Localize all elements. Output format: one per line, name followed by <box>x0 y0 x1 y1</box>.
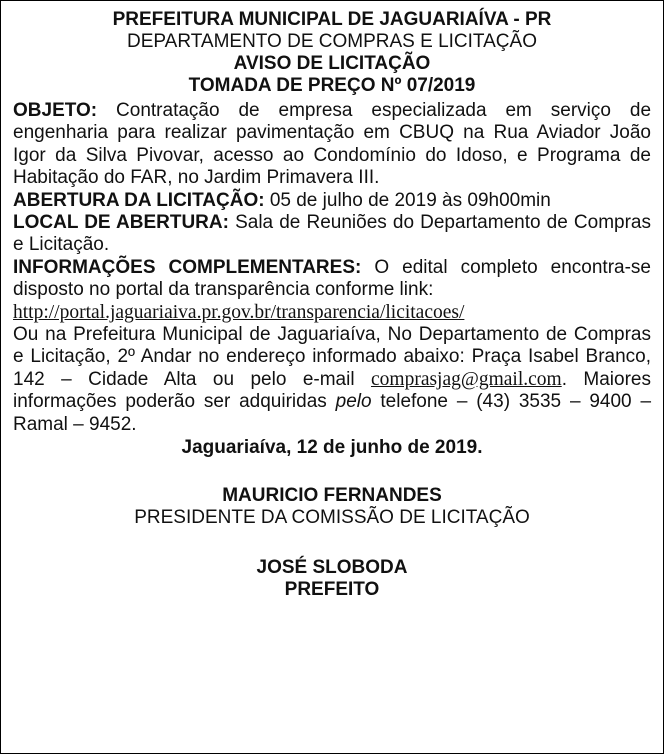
signer1-title: PRESIDENTE DA COMISSÃO DE LICITAÇÃO <box>134 507 530 529</box>
abertura-label: ABERTURA DA LICITAÇÃO: <box>13 189 265 211</box>
spacer <box>1 459 663 485</box>
signer2-name: JOSÉ SLOBODA <box>256 557 408 579</box>
notice-title: AVISO DE LICITAÇÃO <box>233 53 431 74</box>
local-label: LOCAL DE ABERTURA: <box>13 212 229 234</box>
objeto-paragraph <box>13 100 651 190</box>
info-paragraph <box>13 257 651 302</box>
transparency-link[interactable]: http://portal.jaguariaiva.pr.gov.br/transparencia/licitacoes/ <box>13 301 465 323</box>
objeto-text: Contratação de empresa especializada em serviço de engenharia para realizar pavimentação em CBUQ na Rua Aviador João Igor da Silva Pivovar, acesso ao Condomínio do Idoso, e Programa de Habitação do FAR, no Jardim Primavera III. <box>13 100 652 189</box>
contact-paragraph <box>13 324 651 436</box>
abertura-paragraph <box>13 190 651 212</box>
municipality-title: PREFEITURA MUNICIPAL DE JAGUARIAÍVA - PR <box>112 9 552 30</box>
notice-body <box>1 100 663 436</box>
abertura-text: 05 de julho de 2019 às 09h00min <box>269 189 551 211</box>
objeto-label: OBJETO: <box>13 100 98 121</box>
info-label: INFORMAÇÕES COMPLEMENTARES: <box>13 256 362 278</box>
notice-footer <box>1 437 663 601</box>
signer1-name: MAURICIO FERNANDES <box>222 485 442 507</box>
contact-italic: pelo <box>335 391 372 413</box>
email-link[interactable]: comprasjag@gmail.com <box>371 368 562 390</box>
contact-text-2: . Maiores informações poderão ser adquiridas <box>13 368 651 413</box>
contact-text: Ou na Prefeitura Municipal de Jaguariaíva, No Departamento de Compras e Licitação, 2º Andar no endereço informado abaixo: Praça Isabel Branco, 142 – Cidade Alta ou pelo e-mail <box>13 324 651 390</box>
local-text: Sala de Reuniões do Departamento de Compras e Licitação. <box>13 212 652 256</box>
local-paragraph <box>13 212 651 257</box>
contact-text-3: telefone – (43) 3535 – 9400 – Ramal – 9452. <box>13 391 652 435</box>
date-line: Jaguariaíva, 12 de junho de 2019. <box>181 437 483 459</box>
tender-number: TOMADA DE PREÇO Nº 07/2019 <box>188 75 476 96</box>
notice-header <box>1 1 663 97</box>
signer2-title: PREFEITO <box>284 579 380 601</box>
info-text: O edital completo encontra-se disposto no portal da transparência conforme link: <box>13 256 652 301</box>
spacer <box>1 529 663 557</box>
department-title: DEPARTAMENTO DE COMPRAS E LICITAÇÃO <box>127 31 537 52</box>
info-link-line <box>13 302 651 324</box>
